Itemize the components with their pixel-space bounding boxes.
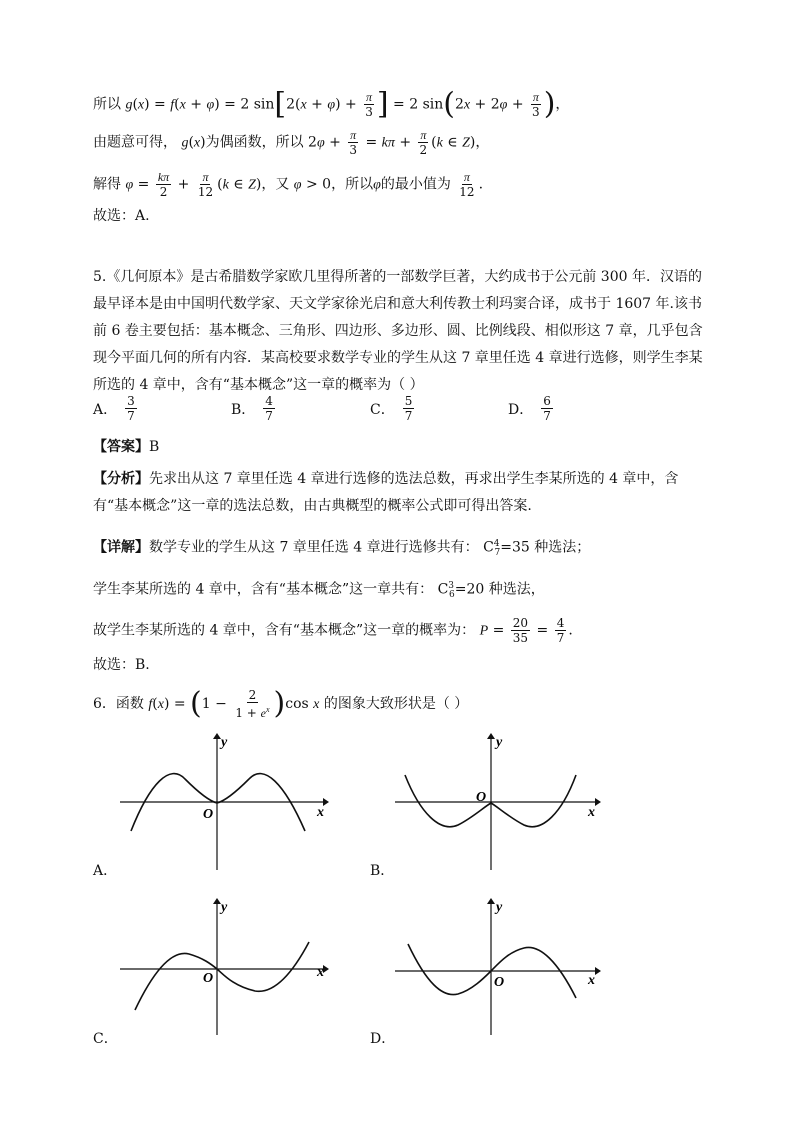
q5-detail-2: 学生李某所选的 4 章中，含有“基本概念”这一章共有： $C^3_6=20$ 种选法， bbox=[93, 581, 545, 601]
solution-line-2: 由题意可得， g(x)为偶函数，所以 2φ + $\frac{\pi}{3}$ = kπ + $\frac{\pi}{2}$ (k ∈ Z)， bbox=[93, 128, 490, 157]
y-axis-label: y bbox=[496, 735, 503, 750]
x-axis-label: x bbox=[588, 973, 595, 988]
x-axis-arrow-icon bbox=[595, 798, 601, 806]
graph-c-label: C． bbox=[93, 1031, 118, 1047]
origin-label: O bbox=[476, 790, 487, 805]
curve-c bbox=[135, 942, 309, 1010]
origin-label: O bbox=[203, 971, 214, 986]
origin-label: O bbox=[203, 807, 214, 822]
graph-b-label: B． bbox=[370, 863, 395, 879]
x-axis-arrow-icon bbox=[595, 967, 601, 975]
q5-detail-1: 【详解】数学专业的学生从这 7 章里任选 4 章进行选修共有： $C^4_7=35$ 种选法； bbox=[93, 539, 591, 559]
q5-answer: 【答案】B bbox=[93, 439, 160, 455]
graph-a[interactable] bbox=[115, 733, 330, 873]
y-axis-arrow-icon bbox=[487, 898, 495, 904]
q5-conclusion: 故选：B. bbox=[93, 657, 150, 673]
q5-detail-3: 故学生李某所选的 4 章中，含有“基本概念”这一章的概率为： P = $\frac{20}{35}$ = $\frac{4}{7}$ . bbox=[93, 616, 573, 645]
q5-option-c[interactable]: C． $\frac{5}{7}$ bbox=[370, 394, 413, 423]
graph-c[interactable] bbox=[115, 898, 330, 1038]
solution-line-3: 解得 φ = $\frac{k\pi}{2}$ + $\frac{\pi}{12}$ (k ∈ Z)，又 φ > 0，所以φ的最小值为 $\frac{\pi}{12}$ . bbox=[93, 170, 484, 199]
y-axis-label: y bbox=[496, 900, 503, 915]
q5-option-a[interactable]: A． $\frac{3}{7}$ bbox=[93, 394, 135, 423]
y-axis-label: y bbox=[221, 735, 228, 750]
graph-a-label: A． bbox=[93, 863, 118, 879]
q5-option-d[interactable]: D． $\frac{6}{7}$ bbox=[508, 394, 551, 423]
origin-label: O bbox=[494, 975, 505, 990]
prev-conclusion: 故选：A. bbox=[93, 208, 150, 224]
q5-stem: 5.《几何原本》是古希腊数学家欧几里得所著的一部数学巨著，大约成书于公元前 300 年．汉语的最早译本是由中国明代数学家、天文学家徐光启和意大利传教士利玛窦合译，成书于 1607 年.该书前 6 卷主要包括：基本概念、三角形、四边形、多边形、圆、比例线段、相似形这 7 章，几乎包含现今平面几何的所有内容．某高校要求数学专业的学生从这 7 章里任选 4 章进行选修，则学生李某所选的 4 章中，含有“基本概念”这一章的概率为（ ） bbox=[93, 269, 703, 393]
graph-d-label: D． bbox=[370, 1031, 396, 1047]
x-axis-label: x bbox=[588, 805, 595, 820]
x-axis-label: x bbox=[317, 805, 324, 820]
q6-stem: 6．函数 f(x) = (1 − $\frac{2}{1 + e^x}$ )cos x 的图象大致形状是（ ） bbox=[93, 686, 469, 721]
graph-d[interactable] bbox=[390, 898, 605, 1038]
q5-option-b[interactable]: B． $\frac{4}{7}$ bbox=[231, 394, 273, 423]
q5-analysis: 【分析】先求出从这 7 章里任选 4 章进行选修的选法总数，再求出学生李某所选的 4 章中，含有“基本概念”这一章的选法总数，由古典概型的概率公式即可得出答案. bbox=[93, 471, 679, 514]
x-axis-label: x bbox=[317, 965, 324, 980]
graph-b[interactable] bbox=[390, 733, 605, 873]
y-axis-label: y bbox=[221, 900, 228, 915]
y-axis-arrow-icon bbox=[213, 733, 221, 739]
y-axis-arrow-icon bbox=[487, 733, 495, 739]
y-axis-arrow-icon bbox=[213, 898, 221, 904]
solution-line-1: 所以 g(x) = f(x + φ) = 2 sin[2(x + φ) + $\frac{\pi}{3}$ ] = 2 sin(2x + 2φ + $\frac{\pi}{3}$ )， bbox=[93, 86, 570, 122]
